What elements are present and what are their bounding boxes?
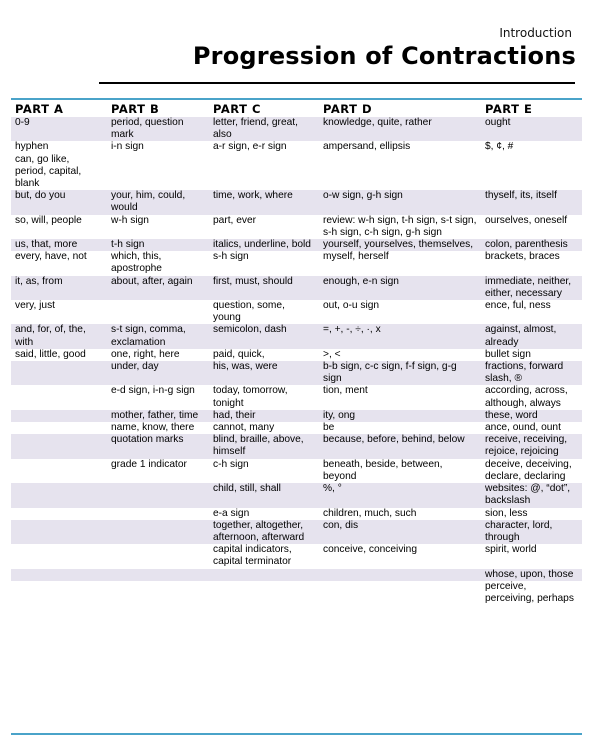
table-cell: o-w sign, g-h sign	[319, 190, 481, 214]
table-cell: first, must, should	[209, 276, 319, 300]
table-cell	[11, 410, 107, 422]
table-cell: 0-9	[11, 117, 107, 141]
table-cell: said, little, good	[11, 349, 107, 361]
table-cell: capital indicators, capital terminator	[209, 544, 319, 568]
table-header-row	[11, 100, 582, 117]
table-cell: character, lord, through	[481, 520, 582, 544]
table-cell: one, right, here	[107, 349, 209, 361]
table-cell: fractions, forward slash, ®	[481, 361, 582, 385]
table-cell: every, have, not	[11, 251, 107, 275]
table-cell: websites: @, “dot”, backslash	[481, 483, 582, 507]
table-row	[11, 508, 582, 520]
page-title: Progression of Contractions	[192, 42, 576, 70]
table-cell	[11, 520, 107, 544]
table-cell: whose, upon, those	[481, 569, 582, 581]
table-cell: ence, ful, ness	[481, 300, 582, 324]
table-cell: beneath, beside, between, beyond	[319, 459, 481, 483]
table-cell: semicolon, dash	[209, 324, 319, 348]
table-cell: e-d sign, i-n-g sign	[107, 385, 209, 409]
table-cell: because, before, behind, below	[319, 434, 481, 458]
table-cell: your, him, could, would	[107, 190, 209, 214]
table-cell: ampersand, ellipsis	[319, 141, 481, 190]
table-cell: ought	[481, 117, 582, 141]
table-cell: grade 1 indicator	[107, 459, 209, 483]
contractions-table-container	[11, 98, 582, 605]
table-cell: italics, underline, bold	[209, 239, 319, 251]
table-cell	[11, 385, 107, 409]
table-cell: ance, ound, ount	[481, 422, 582, 434]
table-cell	[319, 581, 481, 605]
table-cell: %, °	[319, 483, 481, 507]
table-cell: w-h sign	[107, 215, 209, 239]
table-cell: c-h sign	[209, 459, 319, 483]
table-cell: tion, ment	[319, 385, 481, 409]
table-cell: which, this, apostrophe	[107, 251, 209, 275]
table-cell: receive, receiving, rejoice, rejoicing	[481, 434, 582, 458]
table-row	[11, 251, 582, 275]
table-cell: immediate, neither, either, necessary	[481, 276, 582, 300]
table-cell: sion, less	[481, 508, 582, 520]
table-cell: spirit, world	[481, 544, 582, 568]
table-cell	[11, 434, 107, 458]
table-row	[11, 434, 582, 458]
table-cell: deceive, deceiving, declare, declaring	[481, 459, 582, 483]
table-cell: perceive, perceiving, perhaps	[481, 581, 582, 605]
table-cell: yourself, yourselves, themselves,	[319, 239, 481, 251]
table-row	[11, 276, 582, 300]
title-rule	[99, 82, 575, 84]
table-cell: a-r sign, e-r sign	[209, 141, 319, 190]
table-row	[11, 190, 582, 214]
table-cell: =, +, -, ÷, ·, x	[319, 324, 481, 348]
table-cell: very, just	[11, 300, 107, 324]
table-cell: quotation marks	[107, 434, 209, 458]
table-row	[11, 117, 582, 141]
table-cell: brackets, braces	[481, 251, 582, 275]
table-cell: bullet sign	[481, 349, 582, 361]
table-cell: period, question mark	[107, 117, 209, 141]
table-cell: paid, quick,	[209, 349, 319, 361]
table-row	[11, 324, 582, 348]
table-cell	[11, 483, 107, 507]
table-cell	[107, 520, 209, 544]
table-cell: cannot, many	[209, 422, 319, 434]
table-row	[11, 410, 582, 422]
table-cell	[107, 581, 209, 605]
table-cell: part, ever	[209, 215, 319, 239]
table-cell: had, their	[209, 410, 319, 422]
table-cell: s-h sign	[209, 251, 319, 275]
table-cell: colon, parenthesis	[481, 239, 582, 251]
table-cell	[107, 508, 209, 520]
table-cell: ity, ong	[319, 410, 481, 422]
table-row	[11, 300, 582, 324]
table-cell: hyphen can, go like, period, capital, blank	[11, 141, 107, 190]
table-cell: i-n sign	[107, 141, 209, 190]
table-cell: $, ¢, #	[481, 141, 582, 190]
table-row	[11, 361, 582, 385]
table-body	[11, 117, 582, 605]
table-cell	[107, 483, 209, 507]
table-row	[11, 459, 582, 483]
table-cell: it, as, from	[11, 276, 107, 300]
table-row	[11, 385, 582, 409]
table-cell: letter, friend, great, also	[209, 117, 319, 141]
column-header: PART D	[319, 100, 481, 117]
table-cell: mother, father, time	[107, 410, 209, 422]
table-cell: knowledge, quite, rather	[319, 117, 481, 141]
table-row	[11, 349, 582, 361]
table-row	[11, 422, 582, 434]
section-label: Introduction	[499, 26, 572, 40]
table-cell: be	[319, 422, 481, 434]
table-cell	[11, 361, 107, 385]
table-cell: s-t sign, comma, exclamation	[107, 324, 209, 348]
table-row	[11, 483, 582, 507]
table-cell: children, much, such	[319, 508, 481, 520]
table-cell: according, across, although, always	[481, 385, 582, 409]
table-cell: name, know, there	[107, 422, 209, 434]
table-row	[11, 581, 582, 605]
table-cell	[11, 422, 107, 434]
table-cell: t-h sign	[107, 239, 209, 251]
table-cell: child, still, shall	[209, 483, 319, 507]
table-cell: today, tomorrow, tonight	[209, 385, 319, 409]
table-cell: us, that, more	[11, 239, 107, 251]
column-header: PART B	[107, 100, 209, 117]
table-cell: these, word	[481, 410, 582, 422]
table-cell: enough, e-n sign	[319, 276, 481, 300]
table-cell	[209, 569, 319, 581]
table-cell: but, do you	[11, 190, 107, 214]
table-cell	[11, 508, 107, 520]
table-cell: together, altogether, afternoon, afterward	[209, 520, 319, 544]
table-cell	[319, 569, 481, 581]
table-cell: review: w-h sign, t-h sign, s-t sign, s-h sign, c-h sign, g-h sign	[319, 215, 481, 239]
table-row	[11, 239, 582, 251]
table-row	[11, 215, 582, 239]
table-cell	[11, 569, 107, 581]
table-cell: so, will, people	[11, 215, 107, 239]
table-cell: con, dis	[319, 520, 481, 544]
bottom-rule	[11, 733, 582, 735]
column-header: PART C	[209, 100, 319, 117]
table-cell	[107, 544, 209, 568]
table-cell: myself, herself	[319, 251, 481, 275]
table-cell: out, o-u sign	[319, 300, 481, 324]
column-header: PART E	[481, 100, 582, 117]
table-row	[11, 520, 582, 544]
table-cell: and, for, of, the, with	[11, 324, 107, 348]
table-cell	[209, 581, 319, 605]
table-cell	[11, 581, 107, 605]
table-cell: time, work, where	[209, 190, 319, 214]
table-cell: question, some, young	[209, 300, 319, 324]
table-cell	[107, 569, 209, 581]
table-cell: against, almost, already	[481, 324, 582, 348]
table-cell: under, day	[107, 361, 209, 385]
column-header: PART A	[11, 100, 107, 117]
table-cell	[11, 544, 107, 568]
table-cell: conceive, conceiving	[319, 544, 481, 568]
table-cell	[107, 300, 209, 324]
table-cell: ourselves, oneself	[481, 215, 582, 239]
table-cell: about, after, again	[107, 276, 209, 300]
table-cell: his, was, were	[209, 361, 319, 385]
table-cell: e-a sign	[209, 508, 319, 520]
table-row	[11, 141, 582, 190]
table-cell: >, <	[319, 349, 481, 361]
table-cell: thyself, its, itself	[481, 190, 582, 214]
table-cell	[11, 459, 107, 483]
contractions-table	[11, 100, 582, 605]
table-row	[11, 569, 582, 581]
table-cell: blind, braille, above, himself	[209, 434, 319, 458]
table-row	[11, 544, 582, 568]
table-cell: b-b sign, c-c sign, f-f sign, g-g sign	[319, 361, 481, 385]
